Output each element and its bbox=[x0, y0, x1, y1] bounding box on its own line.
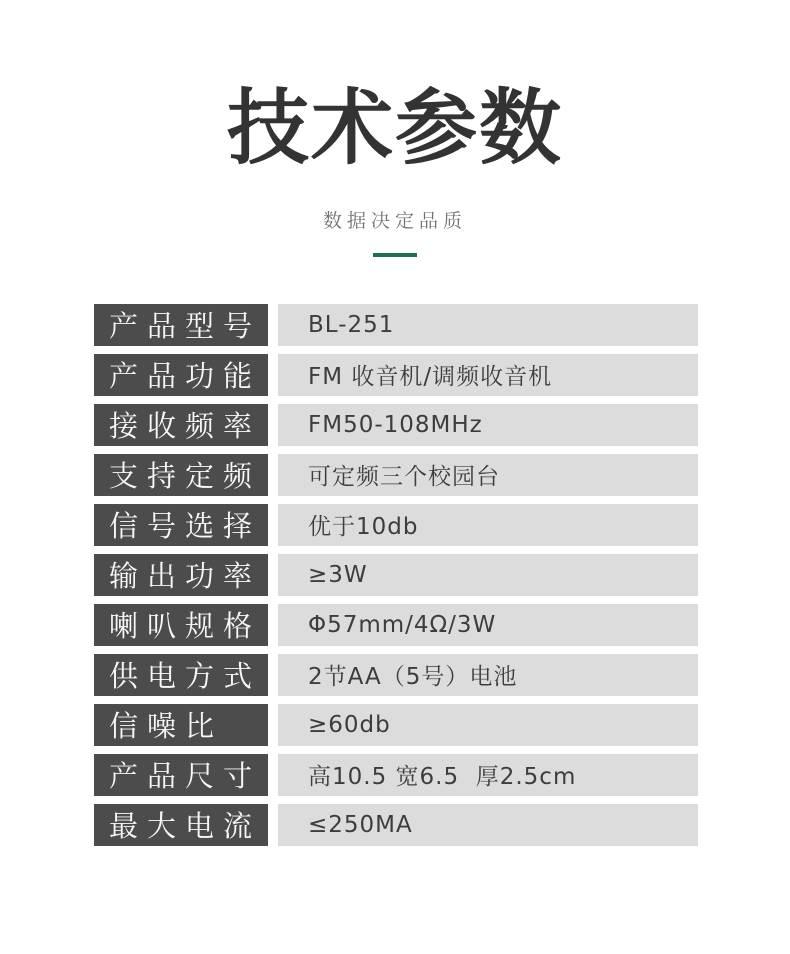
spec-row bbox=[94, 404, 698, 446]
spec-value: ≤250MA bbox=[278, 804, 698, 846]
spec-label: 信噪比 bbox=[94, 704, 268, 746]
spec-row bbox=[94, 354, 698, 396]
spec-row bbox=[94, 304, 698, 346]
spec-label: 接收频率 bbox=[94, 404, 268, 446]
spec-row bbox=[94, 604, 698, 646]
spec-row bbox=[94, 654, 698, 696]
page-title: 技术参数 bbox=[226, 81, 563, 176]
spec-label: 支持定频 bbox=[94, 454, 268, 496]
spec-value: Φ57mm/4Ω/3W bbox=[278, 604, 698, 646]
spec-label: 喇叭规格 bbox=[94, 604, 268, 646]
spec-label: 产品型号 bbox=[94, 304, 268, 346]
spec-row bbox=[94, 754, 698, 796]
spec-row bbox=[94, 554, 698, 596]
spec-row bbox=[94, 504, 698, 546]
page-subtitle: 数据决定品质 bbox=[322, 210, 467, 232]
spec-value: FM 收音机/调频收音机 bbox=[278, 354, 698, 396]
spec-value: FM50-108MHz bbox=[278, 404, 698, 446]
title-divider bbox=[373, 253, 417, 257]
spec-value: BL-251 bbox=[278, 304, 698, 346]
spec-label: 信号选择 bbox=[94, 504, 268, 546]
spec-value: 2节AA（5号）电池 bbox=[278, 654, 698, 696]
spec-label: 产品尺寸 bbox=[94, 754, 268, 796]
spec-table bbox=[94, 304, 698, 846]
spec-label: 输出功率 bbox=[94, 554, 268, 596]
spec-value: ≥3W bbox=[278, 554, 698, 596]
spec-value: 可定频三个校园台 bbox=[278, 454, 698, 496]
spec-label: 最大电流 bbox=[94, 804, 268, 846]
spec-label: 产品功能 bbox=[94, 354, 268, 396]
spec-value: ≥60db bbox=[278, 704, 698, 746]
spec-row bbox=[94, 704, 698, 746]
spec-label: 供电方式 bbox=[94, 654, 268, 696]
spec-value: 优于10db bbox=[278, 504, 698, 546]
spec-value: 高10.5 宽6.5 厚2.5cm bbox=[278, 754, 698, 796]
spec-row bbox=[94, 804, 698, 846]
spec-row bbox=[94, 454, 698, 496]
